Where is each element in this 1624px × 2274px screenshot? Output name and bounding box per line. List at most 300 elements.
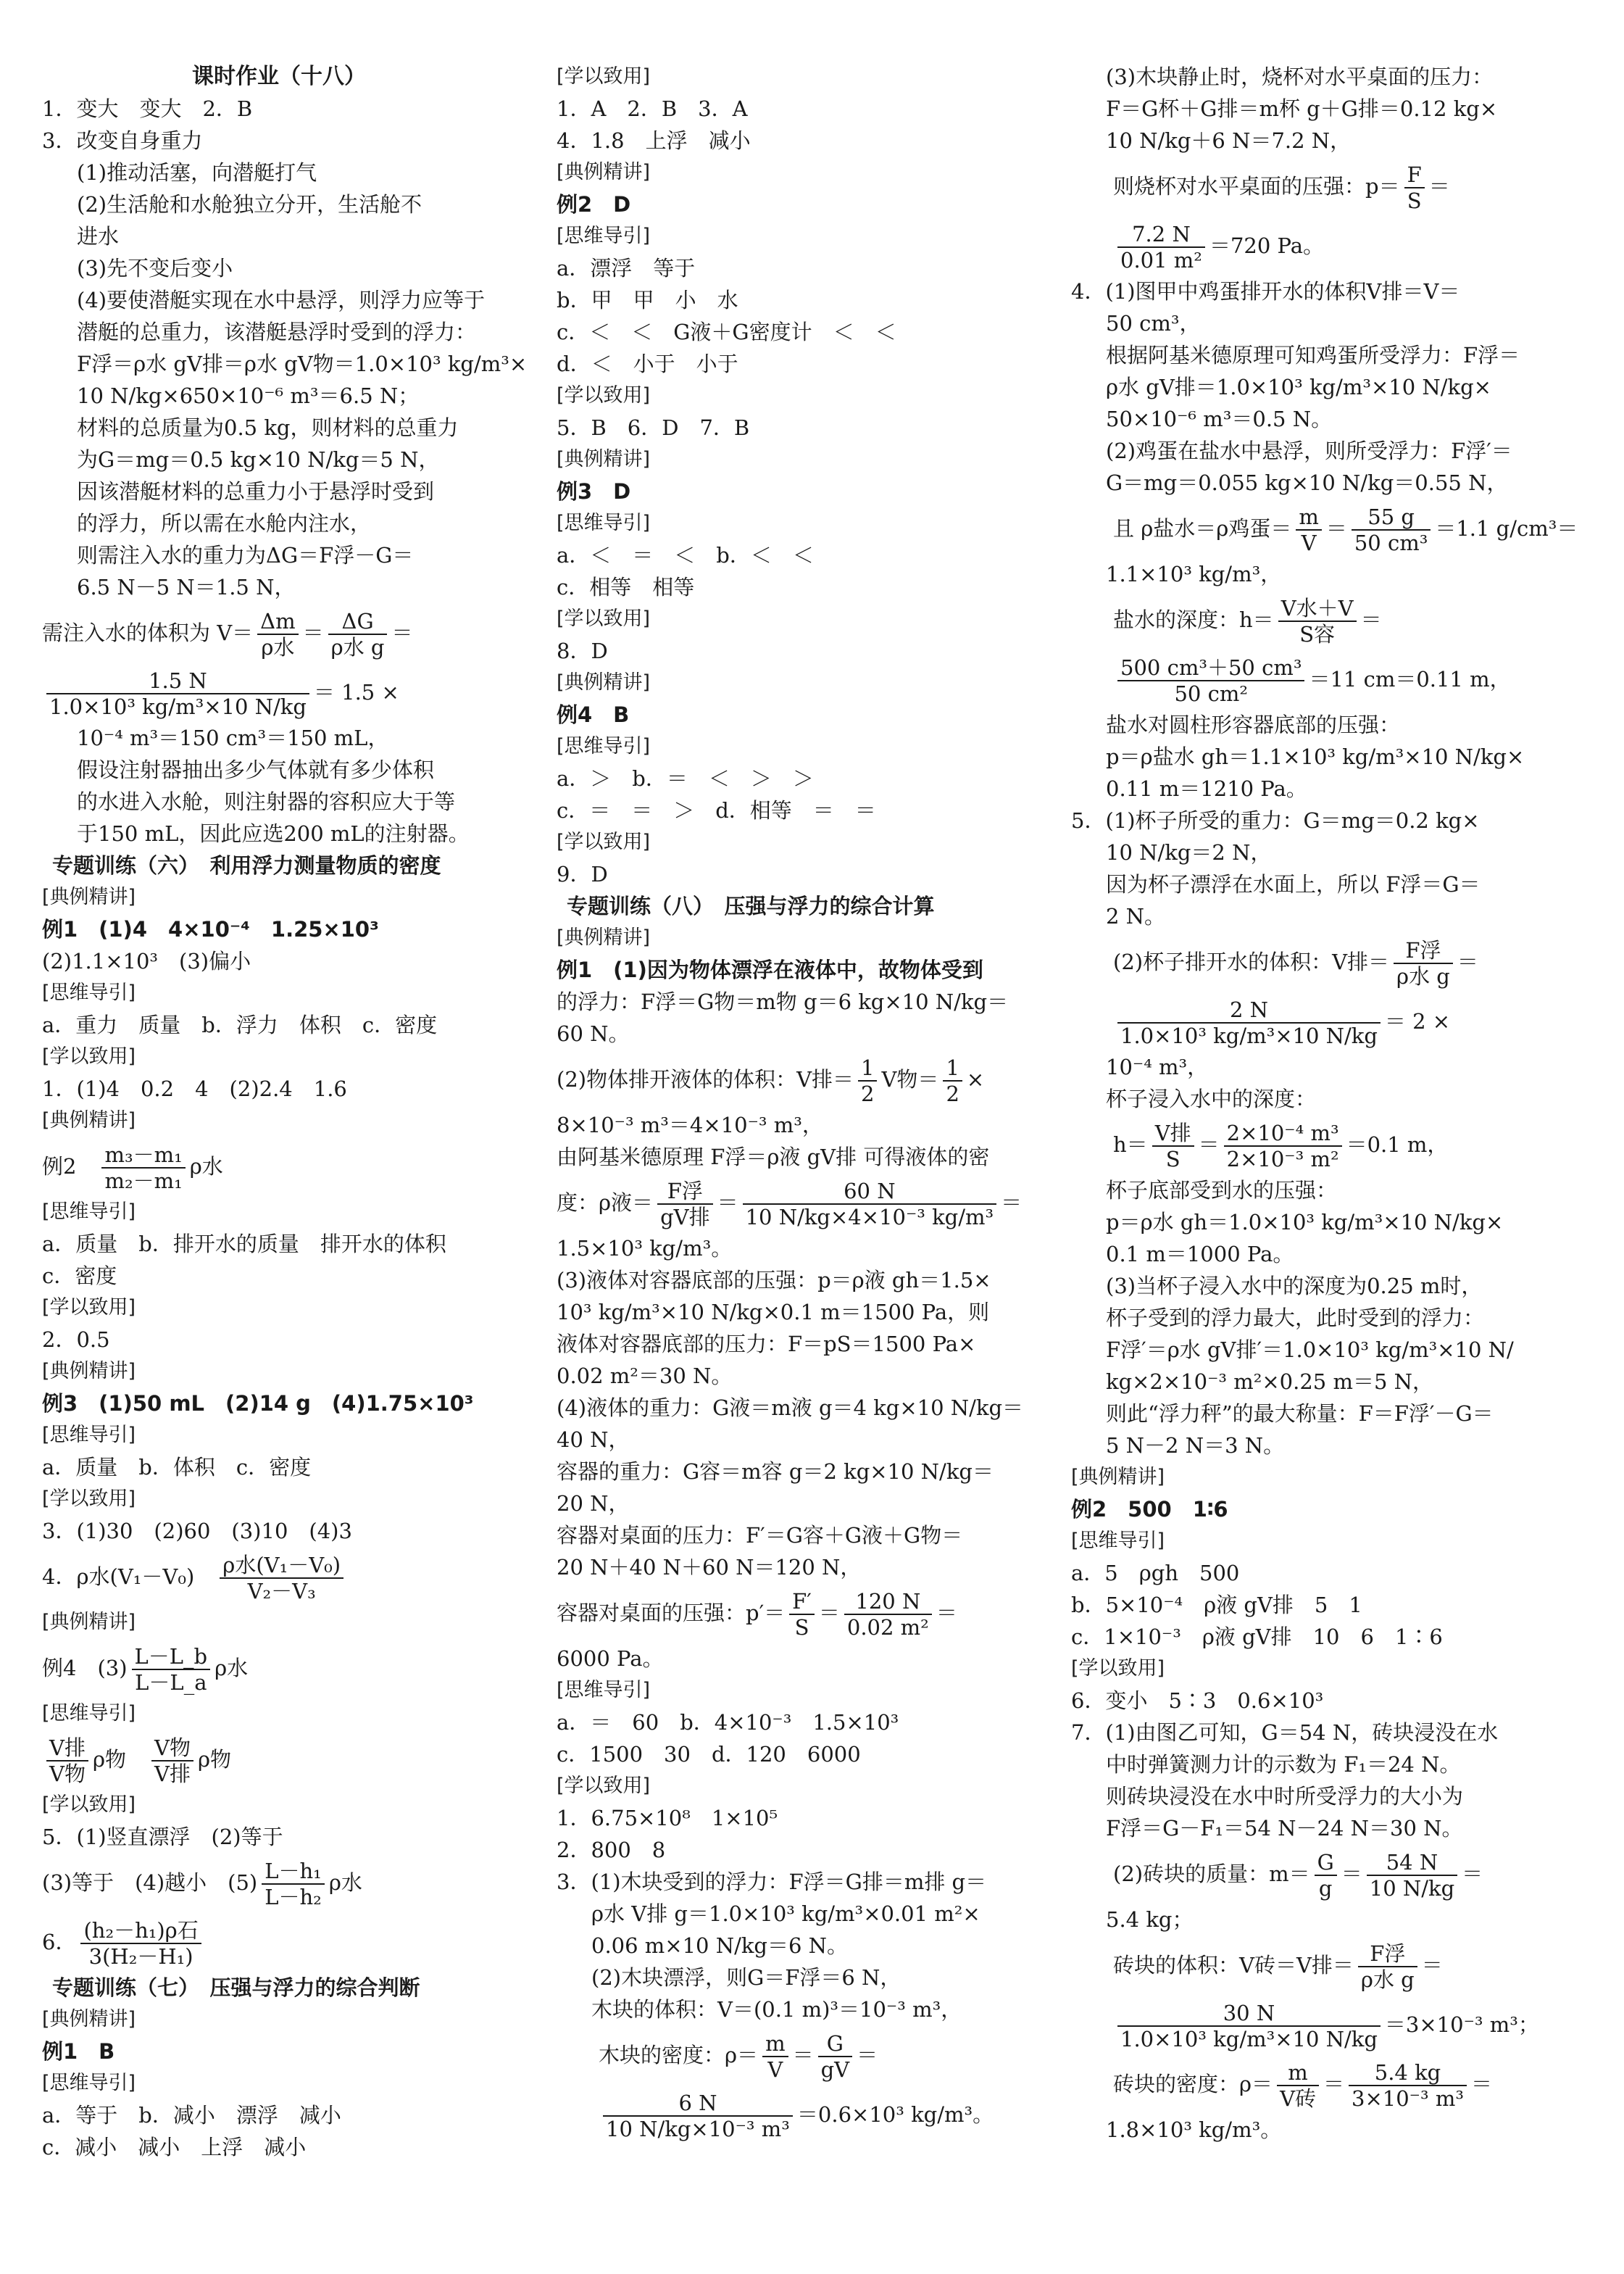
answer-line: F浮′＝ρ水 gV排′＝1.0×10³ kg/m³×10 N/ xyxy=(1106,1337,1514,1362)
formula-text: 砖块的体积：V砖＝V排＝ xyxy=(1071,1953,1354,1978)
fraction xyxy=(762,2031,788,2082)
section-tag: [学以致用] xyxy=(557,384,651,407)
fraction xyxy=(1315,1850,1337,1901)
answer-line: (3)当杯子浸入水中的深度为0.25 m时， xyxy=(1106,1274,1483,1298)
formula-text: (2)砖块的质量：m＝ xyxy=(1071,1862,1310,1886)
answer-line: G＝mg＝0.055 kg×10 N/kg＝0.55 N， xyxy=(1106,470,1508,495)
denominator: S xyxy=(1165,1147,1180,1171)
numerator: 1.5 N xyxy=(46,668,309,694)
formula-text: ρ水 xyxy=(215,1656,249,1680)
numerator: 1 xyxy=(858,1055,877,1082)
answer-line: 1．A 2．B 3．A xyxy=(557,96,748,121)
fraction xyxy=(1224,1121,1342,1171)
fraction xyxy=(80,1918,201,1969)
numerator: 5.4 kg xyxy=(1349,2060,1467,2086)
formula-text: 4．ρ水(V₁－V₀) xyxy=(42,1564,216,1589)
denominator: ρ水 g xyxy=(1360,1967,1415,1992)
formula-line xyxy=(557,1583,1030,1643)
numerator: 6 N xyxy=(603,2091,793,2117)
formula-line xyxy=(557,1050,1030,1109)
denominator: gV xyxy=(820,2057,850,2082)
answer-line: 杯子受到的浮力最大，此时受到的浮力： xyxy=(1106,1306,1485,1330)
formula-line xyxy=(42,1730,516,1789)
answer-line: 根据阿基米德原理可知鸡蛋所受浮力：F浮＝ xyxy=(1106,343,1520,368)
numerator: m xyxy=(1296,505,1322,531)
formula-text: ρ水 xyxy=(328,1870,362,1895)
formula-operator: ＝ xyxy=(1341,1862,1362,1886)
formula-text: ρ水 xyxy=(189,1154,223,1179)
answer-line: 3．(1)30 (2)60 (3)10 (4)3 xyxy=(42,1519,352,1543)
denominator: ρ水 g xyxy=(1396,964,1450,989)
fraction xyxy=(257,609,298,660)
answer-line: 则砖块浸没在水中时所受浮力的大小为 xyxy=(1106,1784,1464,1809)
formula-text: ＝ xyxy=(857,2043,878,2067)
formula-text: h＝ xyxy=(1071,1132,1148,1157)
answer-line: 7．(1)由图乙可知，G＝54 N，砖块浸没在水 xyxy=(1071,1720,1499,1745)
formula-text: 则烧杯对水平桌面的压强：p＝ xyxy=(1071,174,1400,199)
formula-text: ＝0.1 m， xyxy=(1346,1132,1449,1157)
formula-text: 度：ρ液＝ xyxy=(557,1190,654,1215)
answer-line: 6.5 N－5 N＝1.5 N， xyxy=(77,575,296,599)
formula-text: ＝ xyxy=(1428,174,1450,199)
formula-text: ＝ xyxy=(391,621,413,645)
denominator: 3×10⁻³ m³ xyxy=(1352,2086,1464,2111)
example-answer: 例1 (1)因为物体漂浮在液体中，故物体受到 xyxy=(557,958,983,982)
section-tag: [学以致用] xyxy=(1071,1657,1165,1680)
answer-line: 容器的重力：G容＝m容 g＝2 kg×10 N/kg＝ xyxy=(557,1459,994,1484)
answer-line: (2)鸡蛋在盐水中悬浮，则所受浮力：F浮′＝ xyxy=(1106,439,1512,463)
section-tag: [思维导引] xyxy=(42,1200,136,1223)
fraction xyxy=(818,2031,853,2082)
denominator: 3(H₂－H₁) xyxy=(88,1944,193,1969)
fraction xyxy=(1117,222,1205,273)
answer-line: 材料的总质量为0.5 kg，则材料的总重力 xyxy=(77,415,459,440)
fraction xyxy=(603,2091,793,2141)
numerator: F浮 xyxy=(657,1179,713,1205)
answer-line: 则需注入水的重力为ΔG＝F浮－G＝ xyxy=(77,543,414,568)
answer-line: 液体对容器底部的压力：F＝pS＝1500 Pa× xyxy=(557,1332,976,1356)
answer-line: 潜艇的总重力，该潜艇悬浮时受到的浮力： xyxy=(77,320,477,344)
formula-line xyxy=(42,1638,516,1698)
denominator: 50 cm² xyxy=(1174,681,1248,706)
denominator: 0.01 m² xyxy=(1120,248,1202,273)
denominator: 0.02 m² xyxy=(846,1615,929,1640)
section-tag: [学以致用] xyxy=(557,607,651,630)
numerator: V排 xyxy=(46,1735,88,1761)
formula-operator: ＝ xyxy=(1325,516,1347,541)
answer-line: c．减小 减小 上浮 减小 xyxy=(42,2135,307,2159)
fraction xyxy=(1394,938,1453,989)
fraction xyxy=(46,668,309,719)
numerator: F′ xyxy=(789,1589,815,1615)
answer-line: d．＜ 小于 小于 xyxy=(557,352,738,376)
answer-line: p＝ρ水 gh＝1.0×10³ kg/m³×10 N/kg× xyxy=(1106,1210,1504,1234)
answer-line: a．等于 b．减小 漂浮 减小 xyxy=(42,2103,341,2128)
answer-line: c．1×10⁻³ ρ液 gV排 10 6 1∶6 xyxy=(1071,1624,1443,1649)
fraction xyxy=(1117,655,1304,706)
numerator: Δm xyxy=(257,609,298,635)
numerator: L－L_b xyxy=(132,1644,211,1670)
formula-text: (3)等于 (4)越小 (5) xyxy=(42,1870,258,1895)
answer-line: 杯子浸入水中的深度： xyxy=(1106,1087,1317,1111)
answer-line: c．＜ ＜ G液＋G密度计 ＜ ＜ xyxy=(557,320,896,344)
formula-text: 盐水的深度：h＝ xyxy=(1071,607,1274,632)
formula-text: ＝ xyxy=(936,1601,957,1625)
answer-line: 的水进入水舱，则注射器的容积应大于等 xyxy=(77,789,456,814)
fraction xyxy=(101,1142,185,1193)
section-tag: [思维导引] xyxy=(557,225,651,247)
formula-line xyxy=(42,1547,516,1606)
denominator: V砖 xyxy=(1280,2086,1317,2111)
answer-line: 50×10⁻⁶ m³＝0.5 N。 xyxy=(1106,407,1333,431)
answer-line: 1.5×10³ kg/m³。 xyxy=(557,1236,733,1261)
section-title: 专题训练（六） 利用浮力测量物质的密度 xyxy=(52,853,441,878)
formula-line xyxy=(42,1853,516,1912)
answer-line: 盐水对圆柱形容器底部的压强： xyxy=(1106,713,1401,737)
formula-text: ＝ xyxy=(1421,1953,1443,1978)
denominator: 10 N/kg×4×10⁻³ kg/m³ xyxy=(745,1205,994,1229)
answer-line: 0.11 m＝1210 Pa。 xyxy=(1106,776,1307,801)
formula-text: 且 ρ盐水＝ρ鸡蛋＝ xyxy=(1071,516,1292,541)
formula-text: × xyxy=(966,1067,985,1092)
section-tag: [典例精讲] xyxy=(42,2008,136,2030)
numerator: 120 N xyxy=(844,1589,932,1615)
section-tag: [思维导引] xyxy=(42,1702,136,1725)
example-answer: 例2 D xyxy=(557,192,631,217)
answer-line: c．密度 xyxy=(42,1263,117,1288)
formula-line xyxy=(1071,157,1549,216)
fraction xyxy=(1296,505,1322,555)
formula-operator: ρ物 xyxy=(92,1747,148,1772)
formula-text: (2)杯子排开水的体积：V排＝ xyxy=(1071,950,1390,974)
answer-line: b．5×10⁻⁴ ρ液 gV排 5 1 xyxy=(1071,1593,1362,1617)
numerator: F xyxy=(1404,162,1425,188)
fraction xyxy=(1352,505,1431,555)
denominator: S xyxy=(1407,188,1422,213)
formula-text: 例2 xyxy=(42,1154,98,1179)
fraction xyxy=(1277,2060,1319,2111)
answer-line: (2)1.1×10³ (3)偏小 xyxy=(42,949,251,974)
numerator: 60 N xyxy=(743,1179,997,1205)
numerator: 1 xyxy=(943,1055,962,1082)
answer-line: 4．(1)图甲中鸡蛋排开水的体积V排＝V＝ xyxy=(1071,279,1460,304)
formula-line xyxy=(557,2085,1030,2144)
answer-line: c．1500 30 d．120 6000 xyxy=(557,1742,861,1767)
section-tag: [典例精讲] xyxy=(557,448,651,470)
numerator: ρ水(V₁－V₀) xyxy=(220,1553,343,1579)
section-tag: [思维导引] xyxy=(557,512,651,534)
formula-operator: ＝ xyxy=(1323,2072,1345,2096)
answer-line: F浮＝G－F₁＝54 N－24 N＝30 N。 xyxy=(1106,1816,1463,1841)
fraction xyxy=(132,1644,211,1695)
section-tag: [典例精讲] xyxy=(42,1611,136,1633)
numerator: m xyxy=(1277,2060,1319,2086)
formula-line xyxy=(1071,2054,1549,2114)
numerator: m xyxy=(762,2031,788,2057)
section-tag: [典例精讲] xyxy=(42,1360,136,1382)
section-tag: [学以致用] xyxy=(42,1296,136,1319)
answer-line: 2．0.5 xyxy=(42,1327,110,1352)
answer-line: 3．(1)木块受到的浮力：F浮＝G排＝m排 g＝ xyxy=(557,1870,987,1894)
formula-text: 6． xyxy=(42,1930,77,1954)
answer-line: 2．800 8 xyxy=(557,1838,666,1862)
denominator: 2 xyxy=(861,1082,875,1106)
answer-line: F＝G杯＋G排＝m杯 g＋G排＝0.12 kg× xyxy=(1106,96,1498,121)
answer-line: 0.06 m×10 N/kg＝6 N。 xyxy=(591,1933,849,1958)
answer-line: 为G＝mg＝0.5 kg×10 N/kg＝5 N， xyxy=(77,447,440,472)
formula-operator: ＝ xyxy=(818,1601,840,1625)
answer-line: p＝ρ盐水 gh＝1.1×10³ kg/m³×10 N/kg× xyxy=(1106,744,1525,769)
answer-line: a．＜ ＝ ＜ b．＜ ＜ xyxy=(557,543,814,568)
answer-line: a．重力 质量 b．浮力 体积 c．密度 xyxy=(42,1013,438,1037)
denominator: 2 xyxy=(946,1082,959,1106)
answer-line: 1.1×10³ kg/m³， xyxy=(1106,562,1282,586)
formula-text: V物＝ xyxy=(881,1067,939,1092)
answer-line: 1．变大 变大 2．B xyxy=(42,96,253,121)
answer-line: 1．6.75×10⁸ 1×10⁵ xyxy=(557,1806,778,1830)
denominator: 50 cm³ xyxy=(1354,531,1428,555)
formula-text: ＝ 1.5 × xyxy=(313,680,399,705)
denominator: V₂－V₃ xyxy=(247,1579,316,1603)
answer-line: 2 N。 xyxy=(1106,904,1166,929)
answer-line: 1．(1)4 0.2 4 (2)2.4 1.6 xyxy=(42,1076,347,1101)
example-answer: 例2 500 1∶6 xyxy=(1071,1497,1228,1522)
formula-line xyxy=(1071,932,1549,992)
answer-line: 10 N/kg＝2 N， xyxy=(1106,840,1272,865)
formula-text xyxy=(1071,667,1113,692)
answer-line: (3)液体对容器底部的压强：p＝ρ液 gh＝1.5× xyxy=(557,1268,991,1292)
formula-operator: ＝ xyxy=(792,2043,814,2067)
answer-line: a．漂浮 等于 xyxy=(557,256,696,281)
answer-line: 5．(1)竖直漂浮 (2)等于 xyxy=(42,1825,283,1849)
formula-operator: ＝ xyxy=(302,621,324,645)
column-right xyxy=(1071,61,1578,2260)
answer-line: 8×10⁻³ m³＝4×10⁻³ m³， xyxy=(557,1113,823,1137)
fraction xyxy=(1152,1121,1194,1171)
numerator: (h₂－h₁)ρ石 xyxy=(80,1918,201,1944)
formula-text: ＝1.1 g/cm³＝ xyxy=(1435,516,1578,541)
formula-text: ＝ 2 × xyxy=(1384,1009,1451,1034)
formula-text: 木块的密度：ρ＝ xyxy=(557,2043,759,2067)
denominator: 2×10⁻³ m² xyxy=(1226,1147,1339,1171)
section-tag: [学以致用] xyxy=(557,65,651,88)
answer-line: 10³ kg/m³×10 N/kg×0.1 m＝1500 Pa，则 xyxy=(557,1300,990,1324)
denominator: 1.0×10³ kg/m³×10 N/kg xyxy=(1120,2027,1378,2051)
answer-line: 4．1.8 上浮 减小 xyxy=(557,128,751,153)
formula-text xyxy=(557,2102,599,2127)
answer-line: 10 N/kg＋6 N＝7.2 N， xyxy=(1106,128,1352,153)
answer-line: 0.02 m²＝30 N。 xyxy=(557,1364,733,1388)
formula-line xyxy=(42,603,516,663)
numerator: F浮 xyxy=(1394,938,1453,964)
formula-text: 砖块的密度：ρ＝ xyxy=(1071,2072,1273,2096)
answer-line: (4)液体的重力：G液＝m液 g＝4 kg×10 N/kg＝ xyxy=(557,1395,1024,1420)
formula-line xyxy=(42,1137,516,1196)
formula-text: ＝11 cm＝0.11 m， xyxy=(1309,667,1511,692)
column-middle xyxy=(557,61,1030,2260)
section-tag: [思维导引] xyxy=(42,982,136,1004)
answer-line: a．＝ 60 b．4×10⁻³ 1.5×10³ xyxy=(557,1710,899,1735)
answer-line: a．质量 b．体积 c．密度 xyxy=(42,1455,312,1480)
fraction xyxy=(1278,596,1357,647)
formula-line xyxy=(42,663,516,722)
denominator: V xyxy=(767,2057,783,2082)
fraction xyxy=(789,1589,815,1640)
section-tag: [思维导引] xyxy=(557,735,651,758)
formula-text: ＝ xyxy=(1457,950,1478,974)
formula-operator: ＝ xyxy=(717,1190,738,1215)
fraction xyxy=(1404,162,1425,213)
section-tag: [学以致用] xyxy=(42,1793,136,1816)
numerator: ΔG xyxy=(328,609,388,635)
fraction xyxy=(844,1589,932,1640)
denominator: 1.0×10³ kg/m³×10 N/kg xyxy=(49,694,307,719)
answer-line: 9．D xyxy=(557,862,608,887)
formula-operator: ＝ xyxy=(1198,1132,1220,1157)
section-tag: [思维导引] xyxy=(1071,1530,1165,1552)
denominator: ρ水 xyxy=(261,635,295,660)
formula-line xyxy=(1071,1844,1549,1904)
answer-line: a．＞ b．＝ ＜ ＞ ＞ xyxy=(557,766,814,791)
answer-line: 于150 mL，因此应选200 mL的注射器。 xyxy=(77,821,470,846)
answer-line: b．甲 甲 小 水 xyxy=(557,288,738,312)
answer-line: 20 N＋40 N＋60 N＝120 N， xyxy=(557,1555,862,1580)
numerator: m₃－m₁ xyxy=(101,1142,185,1169)
section-tag: [学以致用] xyxy=(557,1775,651,1797)
answer-line: 因该潜艇材料的总重力小于悬浮时受到 xyxy=(77,479,435,504)
answer-line: 容器对桌面的压力：F′＝G容＋G液＋G物＝ xyxy=(557,1523,963,1548)
answer-line: 3．改变自身重力 xyxy=(42,128,203,153)
numerator: 7.2 N xyxy=(1117,222,1205,248)
answer-line: 5．(1)杯子所受的重力：G＝mg＝0.2 kg× xyxy=(1071,808,1480,833)
section-tag: [思维导引] xyxy=(42,2072,136,2094)
section-tag: [典例精讲] xyxy=(557,926,651,949)
denominator: L－L_a xyxy=(135,1670,207,1695)
denominator: L－h₂ xyxy=(265,1885,322,1909)
formula-text: ＝ xyxy=(1001,1190,1023,1215)
fraction xyxy=(328,609,388,660)
numerator: 55 g xyxy=(1352,505,1431,531)
answer-line: 8．D xyxy=(557,639,608,663)
formula-line xyxy=(1071,992,1549,1051)
answer-line: (2)生活舱和水舱独立分开，生活舱不 xyxy=(77,192,422,217)
example-answer: 例4 B xyxy=(557,702,630,727)
answer-line: 假设注射器抽出多少气体就有多少体积 xyxy=(77,758,435,782)
denominator: S xyxy=(794,1615,809,1640)
answer-line: 木块的体积：V＝(0.1 m)³＝10⁻³ m³， xyxy=(591,1997,962,2022)
answer-line: (3)木块静止时，烧杯对水平桌面的压力： xyxy=(1106,65,1494,89)
denominator: V物 xyxy=(49,1761,86,1786)
denominator: g xyxy=(1318,1876,1333,1901)
formula-text: ＝ xyxy=(1470,2072,1492,2096)
answer-line: (4)要使潜艇实现在水中悬浮，则浮力应等于 xyxy=(77,288,486,312)
fraction xyxy=(220,1553,343,1603)
answer-line: a．5 ρgh 500 xyxy=(1071,1561,1240,1585)
answer-line: ρ水 V排 g＝1.0×10³ kg/m³×0.01 m²× xyxy=(591,1901,980,1926)
answer-line: 因为杯子漂浮在水面上，所以 F浮＝G＝ xyxy=(1106,872,1481,897)
formula-line xyxy=(557,2025,1030,2085)
denominator: 1.0×10³ kg/m³×10 N/kg xyxy=(1120,1024,1378,1048)
answer-line: 0.1 m＝1000 Pa。 xyxy=(1106,1242,1294,1266)
answer-line: a．质量 b．排开水的质量 排开水的体积 xyxy=(42,1232,446,1256)
fraction xyxy=(657,1179,713,1229)
answer-line: (3)先不变后变小 xyxy=(77,256,233,281)
formula-text: 容器对桌面的压强：p′＝ xyxy=(557,1601,786,1625)
section-tag: [典例精讲] xyxy=(1071,1466,1165,1488)
formula-text: ＝3×10⁻³ m³； xyxy=(1384,2012,1539,2037)
denominator: V xyxy=(1301,531,1317,555)
answer-line: 进水 xyxy=(77,224,120,249)
numerator: V排 xyxy=(1152,1121,1194,1147)
fraction xyxy=(1349,2060,1467,2111)
numerator: 2×10⁻⁴ m³ xyxy=(1224,1121,1342,1147)
section-tag: [学以致用] xyxy=(42,1487,136,1510)
formula-text: ρ物 xyxy=(197,1747,232,1772)
section-tag: [学以致用] xyxy=(42,1045,136,1068)
formula-text: ＝0.6×10³ kg/m³。 xyxy=(796,2102,994,2127)
answer-line: kg×2×10⁻³ m²×0.25 m＝5 N， xyxy=(1106,1369,1433,1394)
formula-text: (2)物体排开液体的体积：V排＝ xyxy=(557,1067,854,1092)
formula-line xyxy=(1071,650,1549,709)
section-tag: [典例精讲] xyxy=(42,1109,136,1132)
section-tag: [典例精讲] xyxy=(557,161,651,183)
denominator: m₂－m₁ xyxy=(104,1169,183,1193)
formula-text xyxy=(1071,233,1113,258)
formula-line xyxy=(1071,1115,1549,1174)
section-tag: [思维导引] xyxy=(557,1679,651,1701)
answer-line: (2)木块漂浮，则G＝F浮＝6 N， xyxy=(591,1965,901,1990)
numerator: V物 xyxy=(151,1735,193,1761)
answer-line: 5 N－2 N＝3 N。 xyxy=(1106,1433,1285,1458)
denominator: V排 xyxy=(154,1761,191,1786)
numerator: 54 N xyxy=(1367,1850,1457,1876)
formula-line xyxy=(1071,1995,1549,2054)
formula-text: 例4 (3) xyxy=(42,1656,128,1680)
numerator: 2 N xyxy=(1117,997,1381,1024)
denominator: 10 N/kg×10⁻³ m³ xyxy=(606,2117,790,2141)
answer-line: 40 N， xyxy=(557,1427,630,1452)
formula-line xyxy=(1071,1935,1549,1995)
section-title: 专题训练（七） 压强与浮力的综合判断 xyxy=(52,1975,420,2000)
answer-line: c．相等 相等 xyxy=(557,575,695,599)
section-tag: [典例精讲] xyxy=(42,886,136,908)
formula-text: ＝ xyxy=(1462,1862,1483,1886)
answer-line: 中时弹簧测力计的示数为 F₁＝24 N。 xyxy=(1106,1752,1461,1777)
denominator: ρ水 g xyxy=(330,635,385,660)
answer-line: ρ水 gV排＝1.0×10³ kg/m³×10 N/kg× xyxy=(1106,375,1491,399)
answer-line: 杯子底部受到水的压强： xyxy=(1106,1178,1338,1203)
answer-line: 10 N/kg×650×10⁻⁶ m³＝6.5 N； xyxy=(77,383,420,408)
numerator: 500 cm³＋50 cm³ xyxy=(1117,655,1304,681)
answer-line: (1)推动活塞，向潜艇打气 xyxy=(77,160,317,185)
formula-line xyxy=(42,1912,516,1972)
formula-text: ＝ xyxy=(1360,607,1382,632)
answer-line: 5．B 6．D 7．B xyxy=(557,415,750,440)
formula-line xyxy=(1071,499,1578,558)
answer-line: 10⁻⁴ m³＝150 cm³＝150 mL， xyxy=(77,726,389,750)
formula-text xyxy=(1071,2012,1113,2037)
section-tag: [典例精讲] xyxy=(557,671,651,694)
fraction xyxy=(943,1055,962,1106)
formula-text: 需注入水的体积为 V＝ xyxy=(42,621,254,645)
answer-line: 50 cm³， xyxy=(1106,311,1201,336)
formula-line xyxy=(1071,216,1549,275)
answer-line: F浮＝ρ水 gV排＝ρ水 gV物＝1.0×10³ kg/m³× xyxy=(77,352,528,376)
fraction xyxy=(151,1735,193,1786)
fraction xyxy=(1358,1941,1417,1992)
answer-line: 则此“浮力秤”的最大称量：F＝F浮′－G＝ xyxy=(1106,1401,1494,1426)
answer-line: 5.4 kg； xyxy=(1106,1907,1194,1932)
